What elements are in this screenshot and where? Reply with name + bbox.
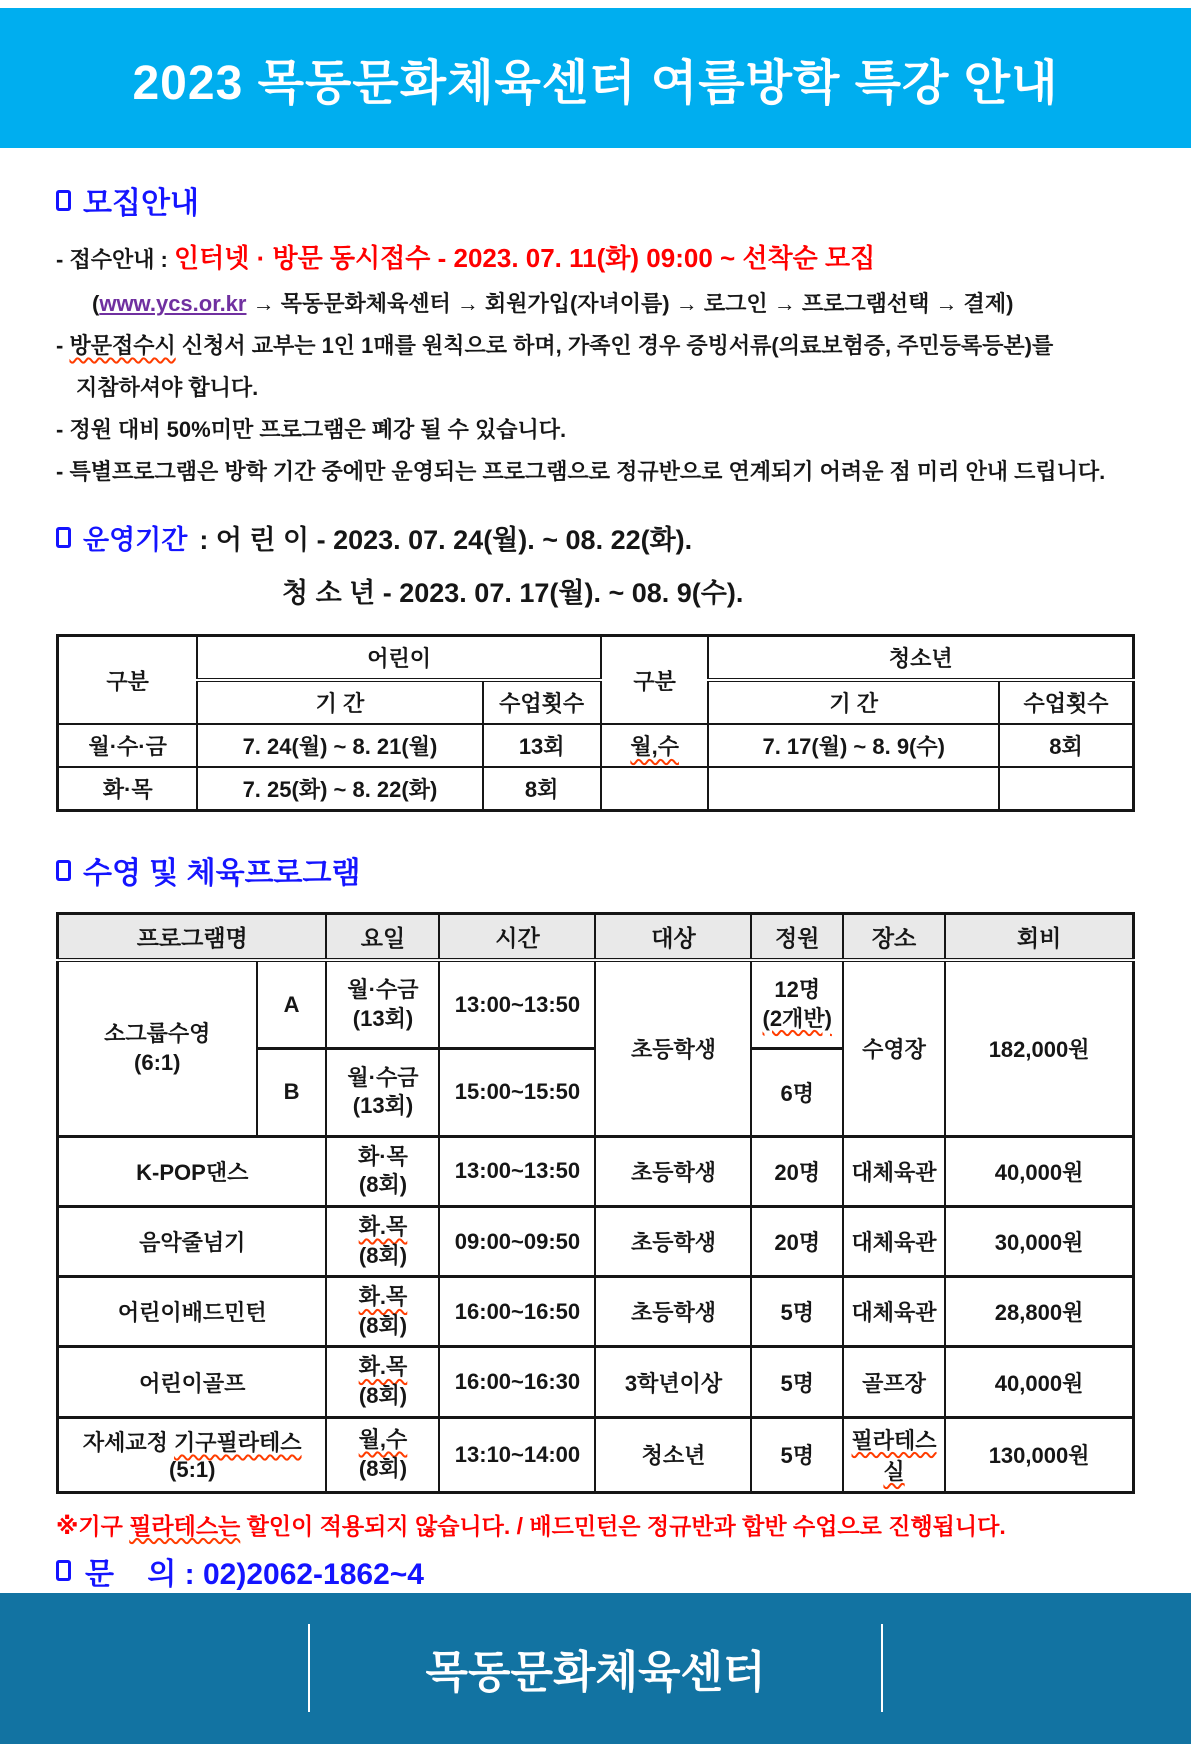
table-row xyxy=(58,724,1134,767)
count-text: (8회) xyxy=(358,1312,408,1338)
swim-place: 수영장 xyxy=(843,960,945,1136)
program-capacity: 20명 xyxy=(751,1207,842,1277)
program-name xyxy=(58,960,257,1136)
header-place: 장소 xyxy=(843,914,945,961)
child-days: 화·목 xyxy=(58,767,198,811)
swim-a-days xyxy=(326,960,439,1048)
program-table xyxy=(56,912,1135,1493)
table-row xyxy=(58,1417,1134,1492)
operation-schedule-table xyxy=(56,634,1135,812)
recruit-line-special: - 특별프로그램은 방학 기간 중에만 운영되는 프로그램으로 정규반으로 연계되기 어려운 점 미리 안내 드립니다. xyxy=(56,458,1106,484)
program-time: 13:10~14:00 xyxy=(439,1417,595,1492)
header-target: 대상 xyxy=(595,914,751,961)
program-target: 청소년 xyxy=(595,1417,751,1492)
days-text: 화.목 xyxy=(358,1354,408,1380)
program-target: 초등학생 xyxy=(595,1277,751,1347)
visit-rest: 신청서 교부는 1인 1매를 원칙으로 하며, 가족인 경우 증빙서류(의료보험증, 주민등록등본)를 xyxy=(175,333,1054,359)
days-text: 화.목 xyxy=(358,1214,408,1240)
program-place: 대체육관 xyxy=(843,1277,945,1347)
program-fee: 40,000원 xyxy=(945,1136,1133,1206)
section-bullet-icon xyxy=(56,190,71,211)
website-link[interactable]: www.ycs.or.kr xyxy=(99,291,247,317)
url-steps: → 목동문화체육센터 → 회원가입(자녀이름) → 로그인 → 프로그램선택 → 결제) xyxy=(246,291,1014,317)
count-text: (13회) xyxy=(352,1005,414,1031)
pilates-note xyxy=(56,1508,1135,1541)
swim-b-days xyxy=(326,1048,439,1136)
paren-open: ( xyxy=(92,291,100,317)
program-name: 음악줄넘기 xyxy=(58,1207,327,1277)
swim-ratio: (6:1) xyxy=(134,1049,181,1075)
days-text: 월·수금 xyxy=(347,977,419,1003)
program-time: 09:00~09:50 xyxy=(439,1207,595,1277)
child-days: 월·수·금 xyxy=(58,724,198,767)
program-capacity: 20명 xyxy=(751,1136,842,1206)
inquiry-line xyxy=(56,1549,1135,1593)
header-fee: 회비 xyxy=(945,914,1133,961)
table-row xyxy=(58,1136,1134,1206)
footer-divider-right xyxy=(881,1624,883,1712)
teen-count: 8회 xyxy=(999,724,1134,767)
count-text: (13회) xyxy=(352,1093,414,1119)
header-teen: 청소년 xyxy=(708,636,1133,681)
program-header-row xyxy=(58,914,1134,961)
header-program-name: 프로그램명 xyxy=(58,914,327,961)
program-name: K-POP댄스 xyxy=(58,1136,327,1206)
program-target: 초등학생 xyxy=(595,1207,751,1277)
inquiry-text: 문 의 : 02)2062-1862~4 xyxy=(85,1557,424,1591)
section-title: 수영 및 체육프로그램 xyxy=(83,857,361,891)
program-name: 어린이배드민턴 xyxy=(58,1277,327,1347)
teen-period xyxy=(708,767,999,811)
child-count: 8회 xyxy=(483,767,601,811)
footer-center-name: 목동문화체육센터 xyxy=(425,1648,766,1698)
teen-days xyxy=(601,767,709,811)
header-child: 어린이 xyxy=(197,636,600,681)
capacity-text: 12명 xyxy=(774,977,821,1003)
note-rest: 할인이 적용되지 않습니다. / 배드민턴은 정규반과 합반 수업으로 진행됩니다. xyxy=(240,1512,1006,1539)
swim-fee: 182,000원 xyxy=(945,960,1133,1136)
period-title: 운영기간 xyxy=(83,525,188,556)
program-capacity: 5명 xyxy=(751,1417,842,1492)
program-fee: 28,800원 xyxy=(945,1277,1133,1347)
count-text: (8회) xyxy=(358,1172,408,1198)
header-time: 시간 xyxy=(439,914,595,961)
program-place: 대체육관 xyxy=(843,1136,945,1206)
apply-highlight: 인터넷 · 방문 동시접수 - 2023. 07. 11(화) 09:00 ~ 선착순 모집 xyxy=(174,243,876,273)
recruit-line-apply xyxy=(56,234,1135,283)
name-suffix: (5:1) xyxy=(169,1457,216,1483)
teen-days: 월,수 xyxy=(601,724,709,767)
section-bullet-icon xyxy=(56,1560,71,1581)
program-time: 16:00~16:30 xyxy=(439,1347,595,1417)
note-prefix: ※기구 xyxy=(56,1512,130,1539)
program-days xyxy=(326,1277,439,1347)
child-period: 7. 25(화) ~ 8. 22(화) xyxy=(197,767,482,811)
program-fee: 130,000원 xyxy=(945,1417,1133,1492)
swim-class-a: A xyxy=(257,960,327,1048)
swim-a-time: 13:00~13:50 xyxy=(439,960,595,1048)
table-header-row xyxy=(58,636,1134,681)
days-text: 월·수금 xyxy=(347,1064,419,1090)
header-gubun-child: 구분 xyxy=(58,636,198,725)
visit-word: 방문접수시 xyxy=(69,333,176,359)
program-capacity: 5명 xyxy=(751,1347,842,1417)
count-text: (8회) xyxy=(358,1455,408,1481)
recruit-line-cancel: - 정원 대비 50%미만 프로그램은 폐강 될 수 있습니다. xyxy=(56,416,567,442)
header-band xyxy=(0,8,1191,148)
swim-name: 소그룹수영 xyxy=(104,1021,211,1047)
program-time: 13:00~13:50 xyxy=(439,1136,595,1206)
program-name: 어린이골프 xyxy=(58,1347,327,1417)
name-squiggle: 기구필라테스 xyxy=(174,1430,302,1456)
page-title: 2023 목동문화체육센터 여름방학 특강 안내 xyxy=(132,56,1059,110)
recruit-line-url xyxy=(56,283,1135,325)
period-line-child xyxy=(56,518,1135,557)
program-days xyxy=(326,1347,439,1417)
program-days xyxy=(326,1207,439,1277)
section-title: 모집안내 xyxy=(83,187,199,220)
swim-target: 초등학생 xyxy=(595,960,751,1136)
child-period: 7. 24(월) ~ 8. 21(월) xyxy=(197,724,482,767)
footer-band xyxy=(0,1593,1191,1744)
period-child-dates: : 어 린 이 - 2023. 07. 24(월). ~ 08. 22(화). xyxy=(199,525,693,556)
program-fee: 30,000원 xyxy=(945,1207,1133,1277)
table-row-swim-a xyxy=(58,960,1134,1048)
period-block xyxy=(56,518,1135,610)
program-days xyxy=(326,1417,439,1492)
table-row xyxy=(58,767,1134,811)
header-gubun-teen: 구분 xyxy=(601,636,709,725)
table-row xyxy=(58,1277,1134,1347)
section-heading-programs xyxy=(56,848,1135,892)
recruit-line-visit-cont: 지참하셔야 합니다. xyxy=(76,374,259,400)
program-target: 3학년이상 xyxy=(595,1347,751,1417)
teen-period: 7. 17(월) ~ 8. 9(수) xyxy=(708,724,999,767)
name-prefix: 자세교정 xyxy=(82,1430,175,1456)
period-line-teen: 청 소 년 - 2023. 07. 17(월). ~ 08. 9(수). xyxy=(282,578,744,609)
program-time: 16:00~16:50 xyxy=(439,1277,595,1347)
header-capacity: 정원 xyxy=(751,914,842,961)
header-period: 기 간 xyxy=(197,680,482,724)
apply-label: - 접수안내 : xyxy=(56,247,174,272)
table-row xyxy=(58,1347,1134,1417)
note-squiggle: 필라테스는 xyxy=(129,1512,241,1539)
section-bullet-icon xyxy=(56,527,71,548)
header-days: 요일 xyxy=(326,914,439,961)
program-fee: 40,000원 xyxy=(945,1347,1133,1417)
days-text: 화·목 xyxy=(358,1143,408,1169)
program-capacity: 5명 xyxy=(751,1277,842,1347)
swim-b-capacity: 6명 xyxy=(751,1048,842,1136)
count-text: (8회) xyxy=(358,1242,408,1268)
swim-a-capacity xyxy=(751,960,842,1048)
count-text: (8회) xyxy=(358,1383,408,1409)
program-place: 대체육관 xyxy=(843,1207,945,1277)
program-place: 필라테스실 xyxy=(843,1417,945,1492)
program-target: 초등학생 xyxy=(595,1136,751,1206)
header-count: 수업횟수 xyxy=(999,680,1134,724)
child-count: 13회 xyxy=(483,724,601,767)
header-count: 수업횟수 xyxy=(483,680,601,724)
days-text: 화.목 xyxy=(358,1284,408,1310)
section-heading-recruit xyxy=(56,178,1135,222)
program-name xyxy=(58,1417,327,1492)
footer-divider-left xyxy=(308,1624,310,1712)
teen-count xyxy=(999,767,1134,811)
days-text: 월,수 xyxy=(358,1427,408,1453)
table-row xyxy=(58,1207,1134,1277)
table-subheader-row xyxy=(58,680,1134,724)
swim-b-time: 15:00~15:50 xyxy=(439,1048,595,1136)
recruit-bullets xyxy=(56,234,1135,492)
header-period: 기 간 xyxy=(708,680,999,724)
visit-prefix: - xyxy=(56,333,70,359)
program-place: 골프장 xyxy=(843,1347,945,1417)
capacity-subtext: (2개반) xyxy=(762,1005,832,1031)
program-days xyxy=(326,1136,439,1206)
page-content xyxy=(0,148,1191,1593)
recruit-line-visit xyxy=(56,325,1135,367)
swim-class-b: B xyxy=(257,1048,327,1136)
section-bullet-icon xyxy=(56,860,71,881)
